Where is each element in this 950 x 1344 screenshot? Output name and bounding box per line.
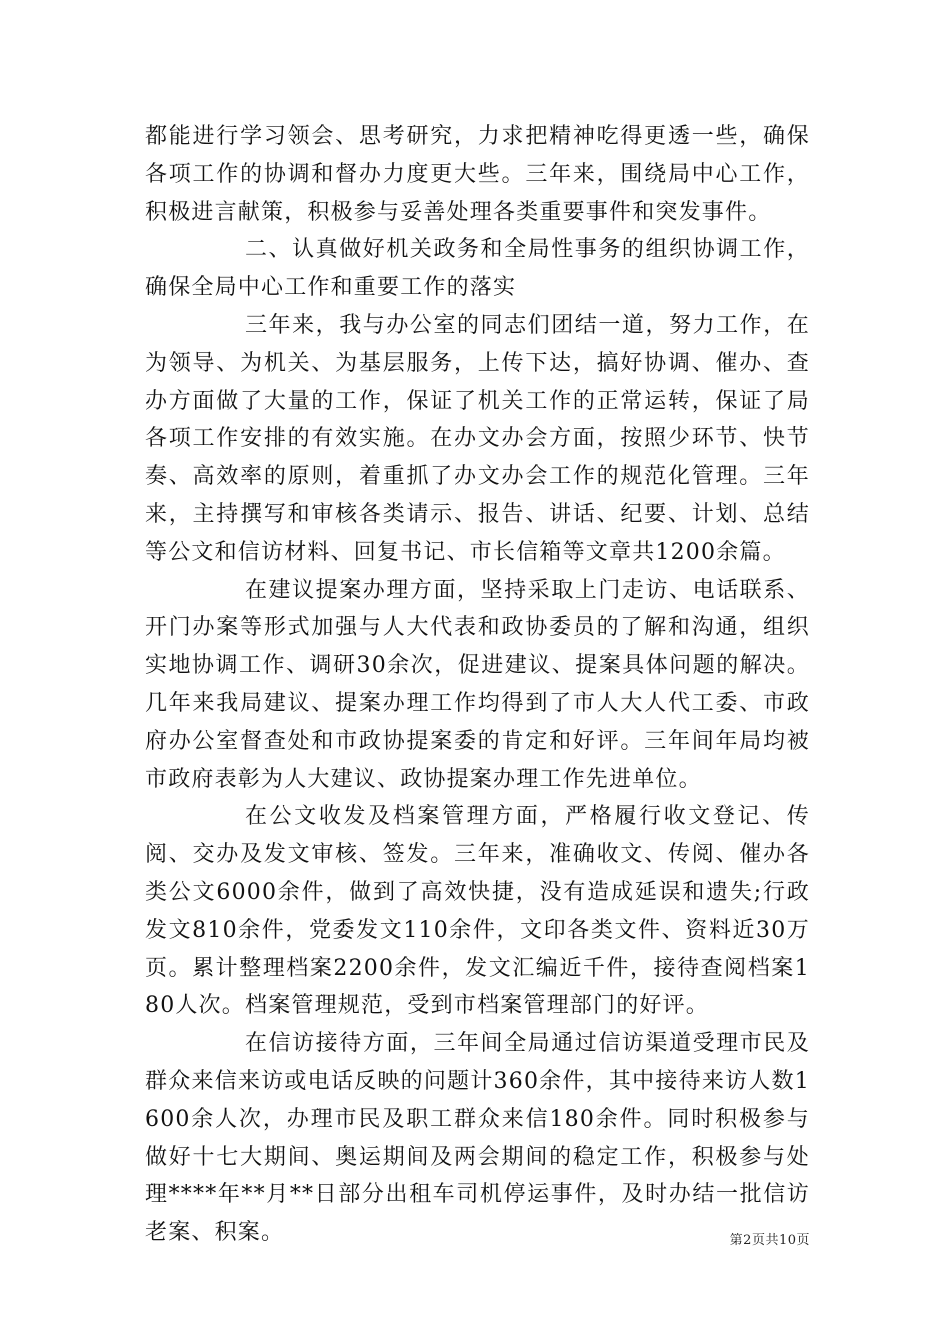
paragraph-archives: 在公文收发及档案管理方面，严格履行收文登记、传阅、交办及发文审核、签发。三年来，准确收文、传阅、催办各类公文6000余件，做到了高效快捷，没有造成延误和遗失;行政发文810余件，党委发文110余件，文印各类文件、资料近30万页。累计整理档案2200余件，发文汇编近千件，接待查阅档案180人次。档案管理规范，受到市档案管理部门的好评。 xyxy=(145,804,810,1019)
paragraph-proposals: 在建议提案办理方面，坚持采取上门走访、电话联系、开门办案等形式加强与人大代表和政协委员的了解和沟通，组织实地协调工作、调研30余次，促进建议、提案具体问题的解决。几年来我局建议、提案办理工作均得到了市人大人代工委、市政府办公室督查处和市政协提案委的肯定和好评。三年间年局均被市政府表彰为人大建议、政协提案办理工作先进单位。 xyxy=(145,577,810,792)
section-heading-2: 二、认真做好机关政务和全局性事务的组织协调工作，确保全局中心工作和重要工作的落实 xyxy=(145,237,810,301)
document-body xyxy=(145,118,810,1252)
paragraph-coordination: 三年来，我与办公室的同志们团结一道，努力工作，在为领导、为机关、为基层服务，上传下达，搞好协调、催办、查办方面做了大量的工作，保证了机关工作的正常运转，保证了局各项工作安排的有效实施。在办文办会方面，按照少环节、快节奏、高效率的原则，着重抓了办文办会工作的规范化管理。三年来，主持撰写和审核各类请示、报告、讲话、纪要、计划、总结等公文和信访材料、回复书记、市长信箱等文章共1200余篇。 xyxy=(145,312,810,565)
paragraph-continuation: 都能进行学习领会、思考研究，力求把精神吃得更透一些，确保各项工作的协调和督办力度更大些。三年来，围绕局中心工作，积极进言献策，积极参与妥善处理各类重要事件和突发事件。 xyxy=(145,124,810,225)
page-number: 第2页共10页 xyxy=(729,1233,810,1248)
paragraph-petitions: 在信访接待方面，三年间全局通过信访渠道受理市民及群众来信来访或电话反映的问题计360余件，其中接待来访人数1600余人次，办理市民及职工群众来信180余件。同时积极参与做好十七大期间、奥运期间及两会期间的稳定工作，积极参与处理****年**月**日部分出租车司机停运事件，及时办结一批信访老案、积案。 xyxy=(145,1031,810,1246)
